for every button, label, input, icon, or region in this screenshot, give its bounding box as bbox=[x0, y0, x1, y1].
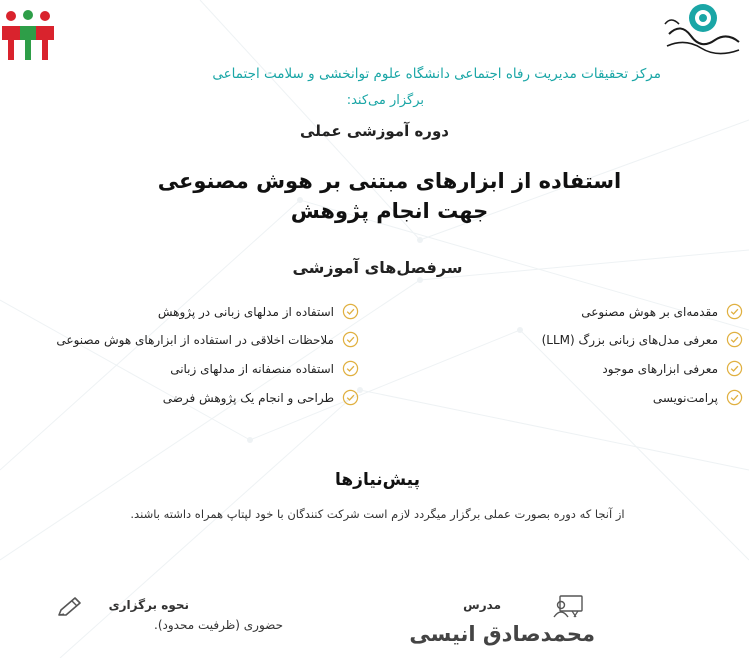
syllabus-item bbox=[163, 389, 359, 406]
check-circle-icon bbox=[342, 360, 359, 377]
check-circle-icon bbox=[726, 360, 743, 377]
course-title-line-1: استفاده از ابزارهای مبتنی بر هوش مصنوعی bbox=[157, 169, 622, 193]
university-logo bbox=[661, 2, 743, 62]
syllabus-item-label: استفاده منصفانه از مدلهای زبانی bbox=[170, 361, 334, 376]
holding-method-label: نحوه برگزاری bbox=[108, 598, 189, 612]
check-circle-icon bbox=[342, 303, 359, 320]
check-circle-icon bbox=[342, 331, 359, 348]
prerequisites-text: از آنجا که دوره بصورت عملی برگزار میگردد لازم است شرکت کنندگان با خود لپتاپ همراه داشته باشند. bbox=[130, 507, 625, 521]
course-title-line-2: جهت انجام پژوهش bbox=[290, 199, 489, 223]
syllabus-item bbox=[170, 360, 359, 377]
syllabus-heading: سرفصل‌های آموزشی bbox=[292, 258, 463, 277]
syllabus-item-label: مقدمه‌ای بر هوش مصنوعی bbox=[581, 304, 718, 319]
course-title bbox=[0, 166, 749, 226]
syllabus-item-label: طراحی و انجام یک پژوهش فرضی bbox=[162, 390, 334, 405]
syllabus-item-label: معرفی مدل‌های زبانی بزرگ (LLM) bbox=[541, 332, 718, 347]
syllabus-item bbox=[602, 360, 743, 377]
pencil-icon bbox=[56, 596, 84, 620]
holding-method-value: حضوری (ظرفیت محدود). bbox=[154, 618, 283, 632]
instructor-name: محمدصادق انیسی bbox=[409, 622, 595, 646]
prerequisites-heading: پیش‌نیازها bbox=[334, 470, 421, 490]
syllabus-item bbox=[542, 331, 743, 348]
organizer-text: مرکز تحقیقات مدیریت رفاه اجتماعی دانشگاه علوم توانخشی و سلامت اجتماعی bbox=[212, 66, 661, 82]
check-circle-icon bbox=[342, 389, 359, 406]
syllabus-item bbox=[56, 331, 359, 348]
syllabus-item bbox=[581, 303, 743, 320]
check-circle-icon bbox=[726, 331, 743, 348]
check-circle-icon bbox=[726, 389, 743, 406]
hosts-label: برگزار می‌کند: bbox=[346, 93, 424, 108]
welfare-center-logo bbox=[0, 10, 54, 62]
check-circle-icon bbox=[726, 303, 743, 320]
course-type: دوره آموزشی عملی bbox=[300, 122, 449, 140]
instructor-label: مدرس bbox=[463, 598, 501, 612]
syllabus-item-label: معرفی ابزارهای موجود bbox=[602, 361, 718, 376]
syllabus-item-label: ملاحظات اخلاقی در استفاده از ابزارهای هوش مصنوعی bbox=[56, 332, 334, 347]
syllabus-item-label: پرامت‌نویسی bbox=[652, 390, 718, 405]
syllabus-item-label: استفاده از مدلهای زبانی در پژوهش bbox=[157, 304, 334, 319]
syllabus-item bbox=[158, 303, 359, 320]
instructor-icon bbox=[552, 593, 586, 619]
syllabus-item bbox=[653, 389, 743, 406]
